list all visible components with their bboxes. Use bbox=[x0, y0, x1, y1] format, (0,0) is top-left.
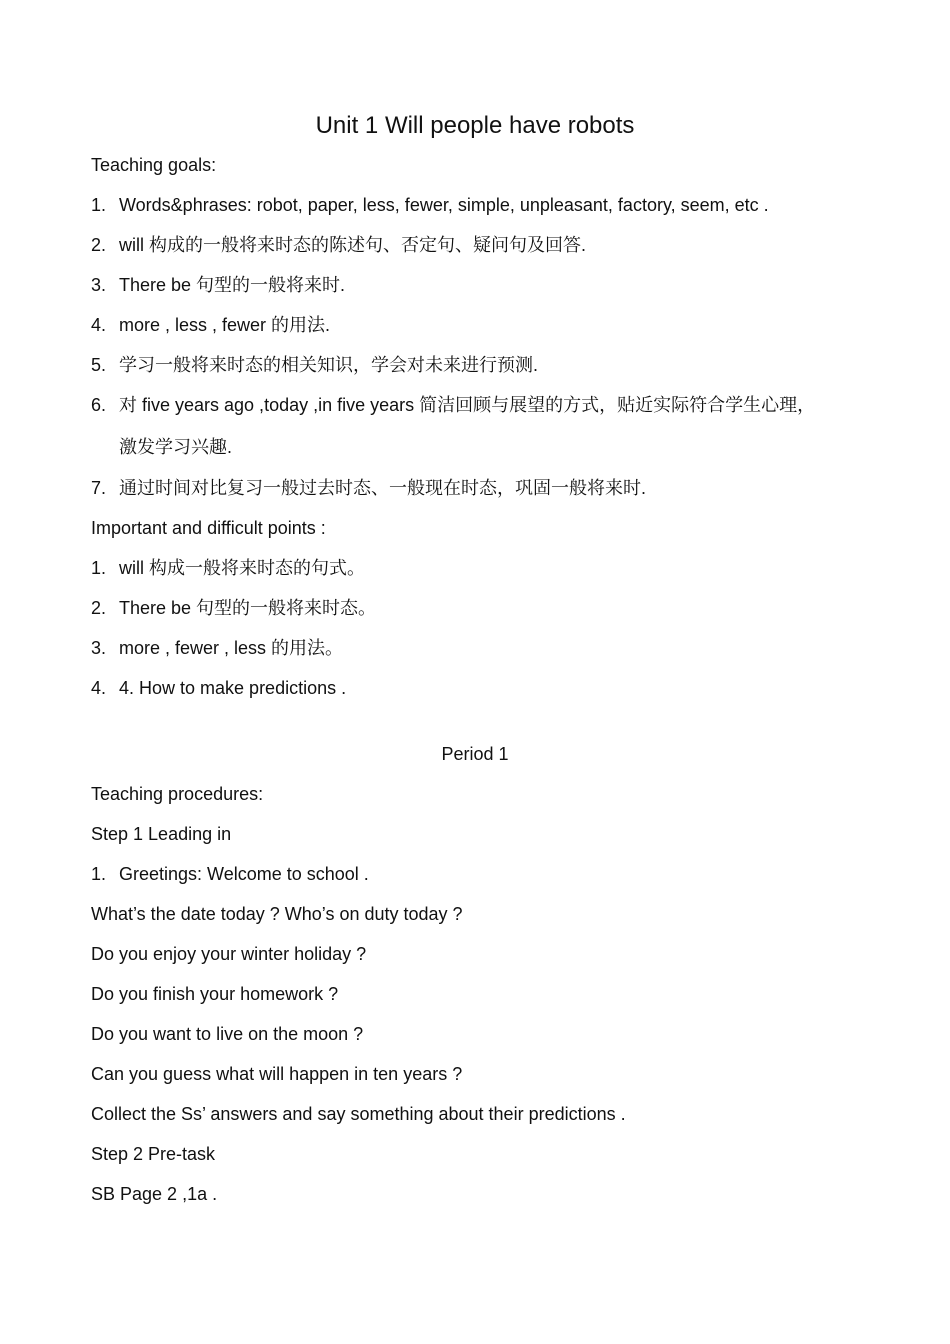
list-item: Words&phrases: robot, paper, less, fewer, simple, unpleasant, factory, seem, etc . bbox=[119, 195, 769, 215]
step-1-heading: Step 1 Leading in bbox=[91, 824, 232, 844]
teaching-goals-heading: Teaching goals: bbox=[91, 155, 217, 175]
page-title: Unit 1 Will people have robots bbox=[315, 112, 635, 139]
list-item-number: 3. bbox=[91, 275, 107, 295]
list-item-number: 7. bbox=[91, 478, 107, 498]
list-item-number: 3. bbox=[91, 638, 107, 658]
list-item-number: 6. bbox=[91, 395, 107, 415]
procedure-line: What’s the date today ? Who’s on duty today ? bbox=[91, 904, 463, 924]
period-heading: Period 1 bbox=[441, 744, 509, 764]
list-item: 学习一般将来时态的相关知识，学会对未来进行预测. bbox=[119, 355, 538, 375]
list-item: will 构成一般将来时态的句式。 bbox=[119, 558, 365, 578]
list-item: There be 句型的一般将来时. bbox=[119, 275, 346, 295]
list-item: will 构成的一般将来时态的陈述句、否定句、疑问句及回答. bbox=[119, 235, 586, 255]
procedure-line: Do you finish your homework ? bbox=[91, 984, 339, 1004]
list-item: more , fewer , less 的用法。 bbox=[119, 638, 344, 658]
procedure-line: Can you guess what will happen in ten years ? bbox=[91, 1064, 463, 1084]
list-item: There be 句型的一般将来时态。 bbox=[119, 598, 377, 618]
greeting-item: Greetings: Welcome to school . bbox=[119, 864, 369, 884]
list-item: 对 five years ago ,today ,in five years 简洁回顾与展望的方式，贴近实际符合学生心理， bbox=[119, 395, 816, 415]
step-2-heading: Step 2 Pre-task bbox=[91, 1144, 216, 1164]
procedure-line: Do you want to live on the moon ? bbox=[91, 1024, 364, 1044]
list-item-number: 4. bbox=[91, 315, 107, 335]
important-points-heading: Important and difficult points : bbox=[91, 518, 326, 538]
list-item-number: 2. bbox=[91, 598, 107, 618]
list-item: 通过时间对比复习一般过去时态、一般现在时态，巩固一般将来时. bbox=[119, 478, 646, 498]
list-item-number: 1. bbox=[91, 864, 107, 884]
list-item-number: 2. bbox=[91, 235, 107, 255]
list-item-continuation: 激发学习兴趣. bbox=[119, 437, 233, 457]
list-item-number: 1. bbox=[91, 195, 107, 215]
list-item: more , less , fewer 的用法. bbox=[119, 315, 331, 335]
procedures-heading: Teaching procedures: bbox=[91, 784, 264, 804]
list-item-number: 4. bbox=[91, 678, 107, 698]
sb-page-reference: SB Page 2 ,1a . bbox=[91, 1184, 218, 1204]
procedure-line: Do you enjoy your winter holiday ? bbox=[91, 944, 367, 964]
list-item-number: 5. bbox=[91, 355, 107, 375]
list-item-number: 1. bbox=[91, 558, 107, 578]
procedure-line: Collect the Ss’ answers and say something about their predictions . bbox=[91, 1104, 626, 1124]
list-item: 4. How to make predictions . bbox=[119, 678, 347, 698]
